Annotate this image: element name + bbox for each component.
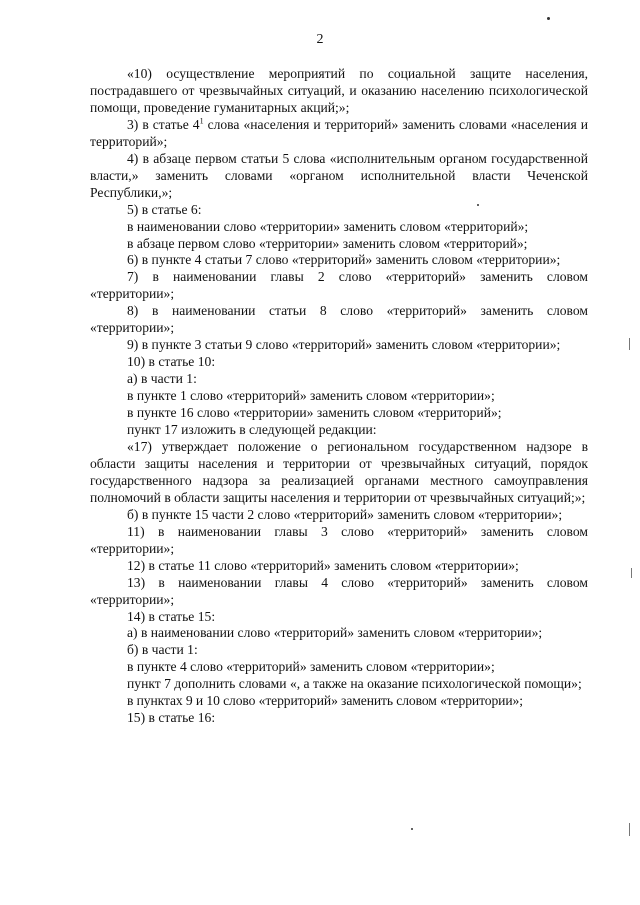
paragraph-article-15-heading: 14) в статье 15: xyxy=(127,608,216,624)
paragraph-point-17-text: «17) утверждает положение о региональном государственном надзоре в области защиты населения и территории от чрезвычайных ситуаций, порядок государственного надзора за реализацией органами местного самоуправления полномочий в области защиты населения и территории от чрезвычайных ситуаций;»; xyxy=(90,438,588,505)
paragraph-article-9: 9) в пункте 3 статьи 9 слово «территорий» заменить словом «территории»; xyxy=(127,337,561,353)
superscript-one: 1 xyxy=(199,116,204,126)
paragraph-article-11: 12) в статье 11 слово «территорий» заменить словом «территории»; xyxy=(127,557,519,573)
paragraph-chapter-4: 13) в наименовании главы 4 слово «территорий» заменить словом «территории»; xyxy=(90,574,588,607)
scan-edge-mark xyxy=(629,338,630,350)
paragraph-points-9-10: в пунктах 9 и 10 слово «территорий» заменить словом «территории»; xyxy=(127,693,523,709)
paragraph-article-10-heading: 10) в статье 10: xyxy=(127,354,216,370)
paragraph-article-6-name: в наименовании слово «территории» заменить словом «территорий»; xyxy=(127,218,529,234)
paragraph-chapter-2: 7) в наименовании главы 2 слово «территорий» заменить словом «территории»; xyxy=(90,269,588,302)
paragraph-article-4-1-start: 3) в статье 4 xyxy=(127,116,200,132)
scan-edge-mark xyxy=(631,568,632,578)
paragraph-point-7: пункт 7 дополнить словами «, а также на оказание психологической помощи»; xyxy=(127,676,582,692)
scan-speck xyxy=(477,204,479,206)
scan-speck xyxy=(411,828,413,830)
paragraph-article-8: 8) в наименовании статьи 8 слово «территорий» заменить словом «территории»; xyxy=(90,303,588,336)
paragraph-article-6-first-paragraph: в абзаце первом слово «территории» заменить словом «территорий»; xyxy=(127,235,528,251)
paragraph-article-15-part-1: б) в части 1: xyxy=(127,642,198,658)
paragraph-article-4-1 xyxy=(90,117,588,151)
paragraph-article-6-heading: 5) в статье 6: xyxy=(127,201,202,217)
paragraph-article-7: 6) в пункте 4 статьи 7 слово «территорий» заменить словом «территории»; xyxy=(127,252,561,268)
paragraph-item-10: «10) осуществление мероприятий по социальной защите населения, пострадавшего от чрезвычайных ситуаций, и оказанию населению психологической помощи, проведение гуманитарных акций;»; xyxy=(90,66,588,115)
document-body xyxy=(90,66,588,727)
paragraph-point-16: в пункте 16 слово «территории» заменить словом «территорий»; xyxy=(127,405,502,421)
paragraph-point-4: в пункте 4 слово «территорий» заменить словом «территории»; xyxy=(127,659,495,675)
paragraph-article-4-1-end: слова «населения и территорий» заменить словами «населения и территорий»; xyxy=(90,116,589,149)
paragraph-article-16-heading: 15) в статье 16: xyxy=(127,710,216,726)
paragraph-article-5: 4) в абзаце первом статьи 5 слова «исполнительным органом государственной власти,» заменить словами «органом исполнительной власти Чеченской Республики,»; xyxy=(90,150,588,200)
paragraph-chapter-3: 11) в наименовании главы 3 слово «территорий» заменить словом «территории»; xyxy=(90,523,588,556)
page-number: 2 xyxy=(316,32,324,47)
paragraph-point-15-part-2: б) в пункте 15 части 2 слово «территорий» заменить словом «территории»; xyxy=(127,506,563,522)
paragraph-article-10-part-1: а) в части 1: xyxy=(127,371,197,387)
scan-edge-mark xyxy=(629,823,630,836)
paragraph-point-17-intro: пункт 17 изложить в следующей редакции: xyxy=(127,422,377,438)
paragraph-article-15-name: а) в наименовании слово «территорий» заменить словом «территории»; xyxy=(127,625,543,641)
paragraph-point-1: в пункте 1 слово «территорий» заменить словом «территории»; xyxy=(127,388,495,404)
scan-speck xyxy=(547,17,550,20)
